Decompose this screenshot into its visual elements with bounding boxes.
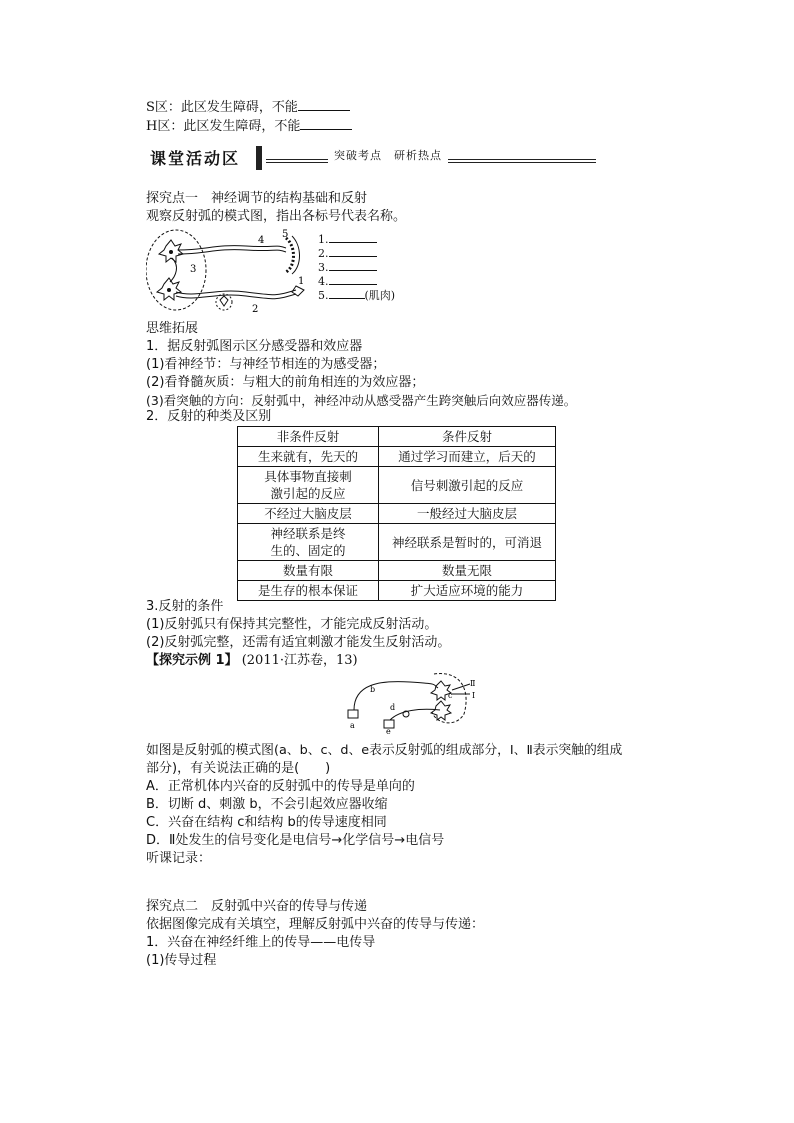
h-zone-line (146, 115, 352, 136)
point2-item1-sub: (1)传导过程 (146, 953, 217, 968)
diagram1-label-5: 5 (282, 229, 289, 240)
efferent-nerve-2 (178, 250, 286, 254)
answer-item-5: 5. (肌肉) (318, 289, 396, 302)
point2-instruction: 依据图像完成有关填空，理解反射弧中兴奋的传导与传递： (146, 917, 485, 932)
thinking-item2-title: 2．反射的种类及区别 (146, 409, 272, 424)
table-row (238, 504, 556, 524)
diagram1-label-4: 4 (258, 235, 265, 246)
nucleus-upper (169, 250, 173, 254)
point1-heading: 探究点一 神经调节的结构基础和反射 (146, 191, 368, 206)
effector-a (348, 710, 358, 718)
table-cell-line: 具体事物直接刺 (264, 469, 352, 484)
answer-item-4: 4. (318, 274, 395, 288)
point1-instruction: 观察反射弧的模式图，指出各标号代表名称。 (146, 209, 407, 224)
section-title: 课堂活动区 (150, 149, 241, 168)
s-zone-blank[interactable] (298, 96, 350, 111)
table-cell-line: 激引起的反应 (270, 486, 346, 501)
thinking-heading: 思维拓展 (146, 321, 199, 336)
neuron-lower (431, 701, 451, 720)
diagram1-label-1: 1 (298, 276, 305, 287)
table-cell: 一般经过大脑皮层 (379, 504, 556, 524)
afferent-nerve (176, 290, 296, 295)
conditions-line-2: (2)反射弧完整，还需有适宜刺激才能发生反射活动。 (146, 635, 451, 650)
example-reflex-arc-diagram (340, 664, 480, 734)
section-subtitle: 突破考点 研析热点 (328, 147, 448, 165)
option-a[interactable]: A．正常机体内兴奋的反射弧中的传导是单向的 (146, 779, 415, 794)
point2-item1: 1．兴奋在神经纤维上的传导——电传导 (146, 935, 376, 950)
thinking-line-1: (1)看神经节：与神经节相连的为感受器； (146, 357, 386, 372)
diagram2-label-II: Ⅱ (470, 679, 476, 688)
nucleus-lower (167, 288, 171, 292)
diagram2-label-I: Ⅰ (472, 691, 476, 700)
thinking-item1-title: 1．据反射弧图示区分感受器和效应器 (146, 339, 363, 354)
effector-muscle (286, 238, 294, 272)
effector-muscle-edge (292, 236, 300, 274)
option-c[interactable]: C．兴奋在结构 c和结构 b的传导速度相同 (146, 815, 387, 830)
muscle-note: (肌肉) (364, 289, 396, 302)
table-row (238, 467, 556, 504)
diagram2-label-e: e (386, 727, 391, 734)
table-row (238, 524, 556, 561)
ganglion-cell (220, 296, 228, 306)
point2-heading: 探究点二 反射弧中兴奋的传导与传递 (146, 899, 368, 914)
banner-bracket (256, 146, 262, 170)
synapse-marker-line (452, 684, 470, 690)
table-cell: 信号刺激引起的反应 (379, 467, 556, 504)
table-cell (238, 467, 379, 504)
nerve-b (354, 682, 438, 710)
table-cell: 数量无限 (379, 561, 556, 581)
table-cell: 数量有限 (238, 561, 379, 581)
answer-item-3: 3. (318, 260, 395, 274)
diagram2-label-a: a (350, 721, 355, 730)
table-cell (238, 524, 379, 561)
answer-blank-1[interactable] (329, 232, 377, 243)
conditions-title: 3.反射的条件 (146, 599, 224, 614)
answer-list (318, 232, 395, 302)
table-row (238, 561, 556, 581)
answer-blank-3[interactable] (329, 260, 377, 271)
diagram2-label-b: b (370, 685, 376, 694)
example-stem-line-1: 如图是反射弧的模式图(a、b、c、d、e表示反射弧的组成部分，Ⅰ、Ⅱ表示突触的组成 (146, 743, 623, 758)
option-d[interactable]: D．Ⅱ处发生的信号变化是电信号→化学信号→电信号 (146, 833, 445, 848)
example-tag: 【探究示例 1】 (146, 653, 238, 668)
thinking-line-2: (2)看脊髓灰质：与粗大的前角相连的为效应器； (146, 375, 425, 390)
diagram2-label-c: c (448, 691, 453, 700)
diagram2-label-d: d (390, 703, 396, 712)
diagram1-label-3: 3 (190, 264, 197, 275)
table-row (238, 447, 556, 467)
answer-blank-4[interactable] (329, 274, 377, 285)
table-header-row (238, 427, 556, 447)
table-cell: 神经联系是暂时的，可消退 (379, 524, 556, 561)
table-header-conditioned: 条件反射 (379, 427, 556, 447)
answer-item-2: 2. (318, 246, 395, 260)
nerve-d (390, 709, 440, 720)
answer-blank-5[interactable] (329, 288, 365, 299)
reflex-arc-diagram (146, 226, 316, 318)
h-zone-text: H区：此区发生障碍，不能 (146, 119, 301, 134)
table-cell-line: 生的、固定的 (270, 543, 346, 558)
table-row (238, 581, 556, 601)
table-cell: 生来就有，先天的 (238, 447, 379, 467)
example-source: (2011·江苏卷，13) (241, 653, 358, 668)
table-cell: 通过学习而建立，后天的 (379, 447, 556, 467)
diagram1-label-2: 2 (252, 304, 259, 315)
table-cell: 不经过大脑皮层 (238, 504, 379, 524)
section-banner (148, 146, 596, 172)
answer-blank-2[interactable] (329, 246, 377, 257)
notes-label: 听课记录： (146, 851, 212, 866)
s-zone-text: S区：此区发生障碍，不能 (146, 100, 298, 115)
table-cell: 扩大适应环境的能力 (379, 581, 556, 601)
s-zone-line (146, 96, 350, 117)
answer-item-1: 1. (318, 232, 395, 246)
table-cell-line: 神经联系是终 (270, 526, 346, 541)
conditions-line-1: (1)反射弧只有保持其完整性，才能完成反射活动。 (146, 617, 438, 632)
thinking-line-3: (3)看突触的方向：反射弧中，神经冲动从感受器产生跨突触后向效应器传递。 (146, 393, 577, 408)
table-header-unconditioned: 非条件反射 (238, 427, 379, 447)
option-b[interactable]: B．切断 d、刺激 b，不会引起效应器收缩 (146, 797, 388, 812)
example-stem-line-2: 部分)，有关说法正确的是( ) (146, 761, 331, 776)
example-header (146, 652, 358, 670)
table-cell: 是生存的根本保证 (238, 581, 379, 601)
h-zone-blank[interactable] (300, 115, 352, 130)
reflex-comparison-table (237, 426, 556, 601)
